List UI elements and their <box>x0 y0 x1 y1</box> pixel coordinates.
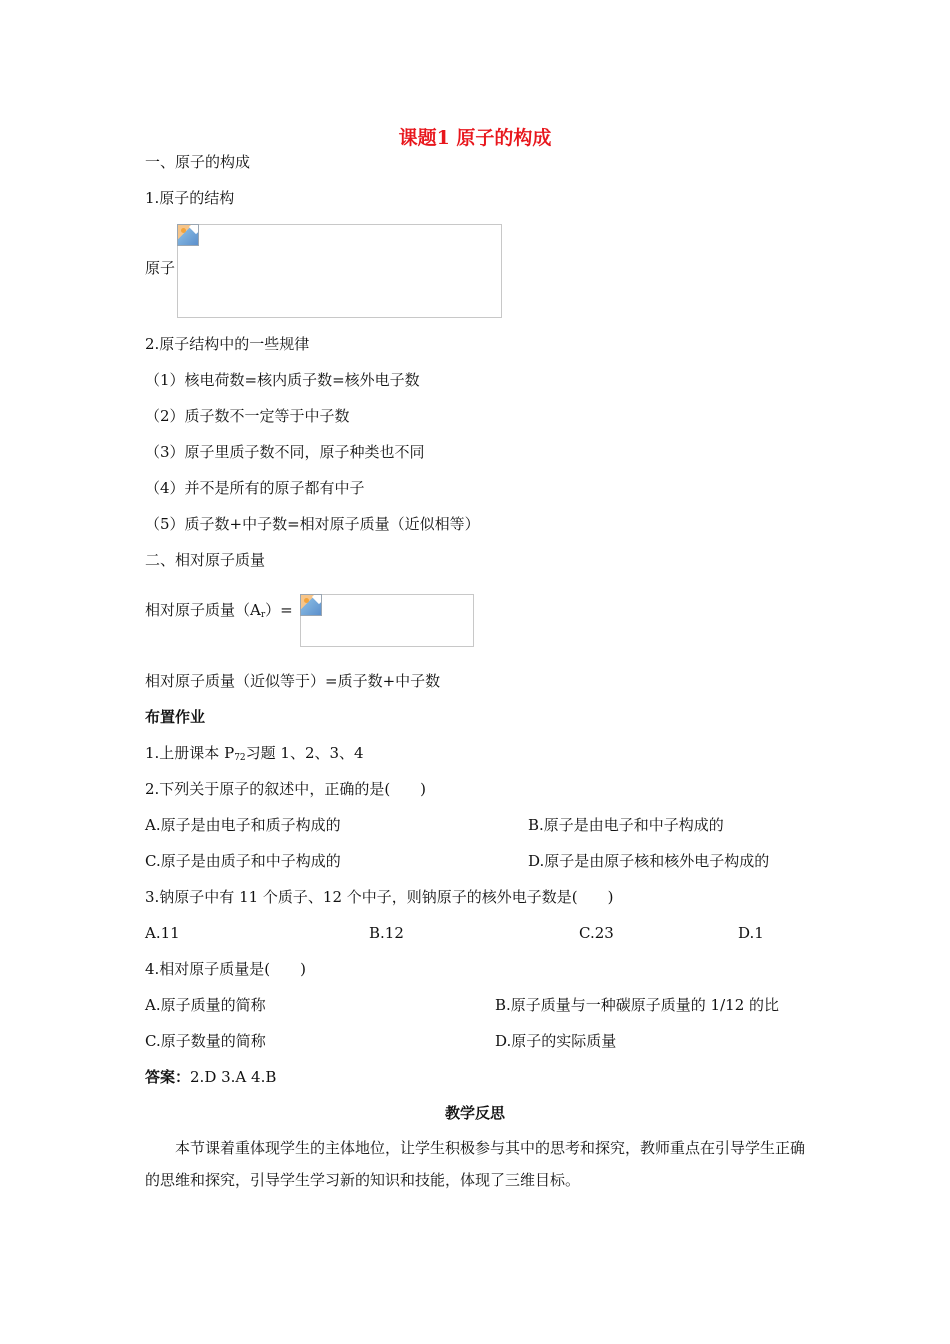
answer-label: 答案： <box>145 1068 191 1086</box>
atom-structure-image-placeholder <box>177 224 502 318</box>
question-2-option-d: D.原子是由原子核和核外电子构成的 <box>528 852 770 870</box>
broken-image-icon <box>177 224 199 246</box>
hw1-subscript: 72 <box>234 753 246 763</box>
question-3-option-a: A.11 <box>145 924 180 942</box>
question-2-option-b: B.原子是由电子和中子构成的 <box>528 816 724 834</box>
answer-text: 2.D 3.A 4.B <box>190 1068 277 1086</box>
ram-suffix: ）= <box>265 601 293 619</box>
reflection-paragraph: 本节课着重体现学生的主体地位，让学生积极参与其中的思考和探究，教师重点在引导学生正确的思维和探究，引导学生学习新的知识和技能，体现了三维目标。 <box>145 1139 806 1189</box>
question-3-stem: 3.钠原子中有 11 个质子、12 个中子，则钠原子的核外电子数是( ) <box>145 888 614 906</box>
hw1-suffix: 习题 1、2、3、4 <box>245 744 364 762</box>
homework-item-1 <box>145 743 364 768</box>
question-3-option-b: B.12 <box>369 924 404 942</box>
rule-5: （5）质子数+中子数=相对原子质量（近似相等） <box>145 515 480 533</box>
relative-atomic-mass-approximation: 相对原子质量（近似等于）=质子数+中子数 <box>145 672 441 690</box>
ram-prefix: 相对原子质量（A <box>145 601 261 619</box>
item-atom-structure: 1.原子的结构 <box>145 189 235 207</box>
formula-image-placeholder <box>300 594 474 647</box>
rule-1: （1）核电荷数=核内质子数=核外电子数 <box>145 371 420 389</box>
broken-image-icon <box>300 594 322 616</box>
question-4-option-c: C.原子数量的简称 <box>145 1032 266 1050</box>
question-3-option-d: D.1 <box>738 924 764 942</box>
question-2-option-c: C.原子是由质子和中子构成的 <box>145 852 341 870</box>
question-2-option-a: A.原子是由电子和质子构成的 <box>145 816 341 834</box>
item-structure-rules: 2.原子结构中的一些规律 <box>145 335 310 353</box>
homework-heading: 布置作业 <box>145 708 206 726</box>
hw1-prefix: 1.上册课本 P <box>145 744 235 762</box>
rule-2: （2）质子数不一定等于中子数 <box>145 407 350 425</box>
section-heading-atom-structure: 一、原子的构成 <box>145 153 251 171</box>
question-4-stem: 4.相对原子质量是( ) <box>145 960 307 978</box>
rule-3: （3）原子里质子数不同，原子种类也不同 <box>145 443 425 461</box>
answer-line <box>145 1067 276 1087</box>
question-4-option-b: B.原子质量与一种碳原子质量的 1/12 的比 <box>495 996 780 1014</box>
section-heading-relative-atomic-mass: 二、相对原子质量 <box>145 551 266 569</box>
ram-subscript: r <box>260 610 266 620</box>
rule-4: （4）并不是所有的原子都有中子 <box>145 479 365 497</box>
page-title: 课题1 原子的构成 <box>398 127 552 149</box>
relative-atomic-mass-formula <box>145 600 293 625</box>
question-3-option-c: C.23 <box>579 924 614 942</box>
question-4-option-a: A.原子质量的简称 <box>145 996 266 1014</box>
question-4-option-d: D.原子的实际质量 <box>495 1032 617 1050</box>
question-2-stem: 2.下列关于原子的叙述中，正确的是( ) <box>145 780 427 798</box>
reflection-heading: 教学反思 <box>444 1104 505 1122</box>
atom-label: 原子 <box>145 259 176 277</box>
